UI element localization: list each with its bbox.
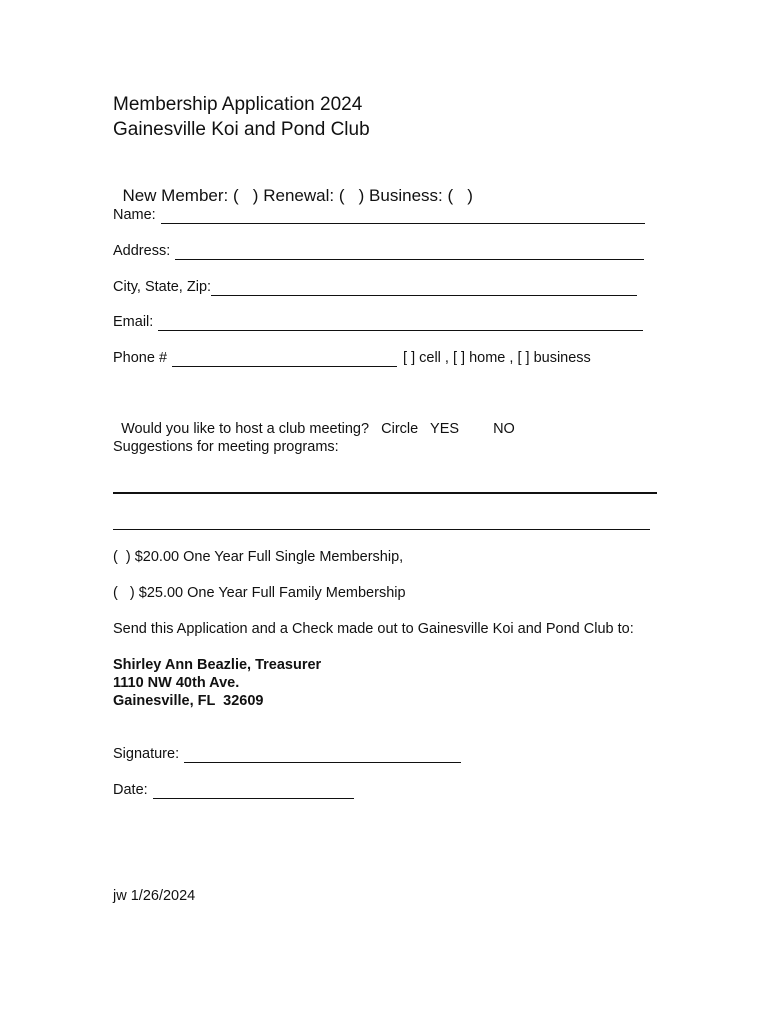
email-field[interactable] [158, 316, 643, 331]
family-membership-option[interactable]: ( ) $25.00 One Year Full Family Membership [113, 585, 406, 601]
host-meeting-question: Would you like to host a club meeting? [121, 421, 370, 437]
phone-label: Phone # [113, 350, 168, 366]
name-label: Name: [113, 207, 156, 223]
mailing-instruction: Send this Application and a Check made out to Gainesville Koi and Pond Club to: [113, 621, 634, 637]
name-field[interactable] [161, 209, 645, 224]
signature-row [113, 745, 461, 763]
business-option[interactable]: Business: ( ) [369, 186, 473, 205]
street-address: 1110 NW 40th Ave. [113, 675, 240, 691]
email-row [113, 313, 643, 331]
yes-option[interactable]: YES [430, 421, 460, 437]
revision-note: jw 1/26/2024 [113, 888, 196, 904]
suggestions-line-1[interactable] [113, 492, 657, 494]
date-field[interactable] [153, 784, 354, 799]
signature-field[interactable] [184, 748, 461, 763]
new-member-option[interactable]: New Member: ( ) [122, 186, 259, 205]
city-state-zip-row [113, 278, 637, 296]
suggestions-line-2[interactable] [113, 529, 650, 530]
date-row [113, 781, 354, 799]
phone-row [113, 349, 591, 367]
city-state-zip-field[interactable] [211, 281, 637, 296]
form-title: Membership Application 2024 [113, 94, 363, 115]
name-row [113, 206, 645, 224]
address-row [113, 242, 644, 260]
city-address: Gainesville, FL 32609 [113, 693, 264, 709]
circle-instruction: Circle [381, 421, 419, 437]
club-name: Gainesville Koi and Pond Club [113, 119, 370, 140]
suggestions-label: Suggestions for meeting programs: [113, 439, 339, 455]
treasurer-name: Shirley Ann Beazlie, Treasurer [113, 657, 322, 673]
address-label: Address: [113, 243, 171, 259]
signature-label: Signature: [113, 746, 180, 762]
host-meeting-row [113, 402, 515, 438]
renewal-option[interactable]: Renewal: ( ) [263, 186, 365, 205]
city-state-zip-label: City, State, Zip: [113, 279, 212, 295]
address-field[interactable] [175, 245, 644, 260]
email-label: Email: [113, 314, 154, 330]
membership-type-row [113, 166, 473, 206]
date-label: Date: [113, 782, 148, 798]
single-membership-option[interactable]: ( ) $20.00 One Year Full Single Membership, [113, 549, 404, 565]
no-option[interactable]: NO [493, 421, 515, 437]
phone-type-options[interactable]: [ ] cell , [ ] home , [ ] business [403, 350, 591, 366]
phone-field[interactable] [172, 352, 397, 367]
